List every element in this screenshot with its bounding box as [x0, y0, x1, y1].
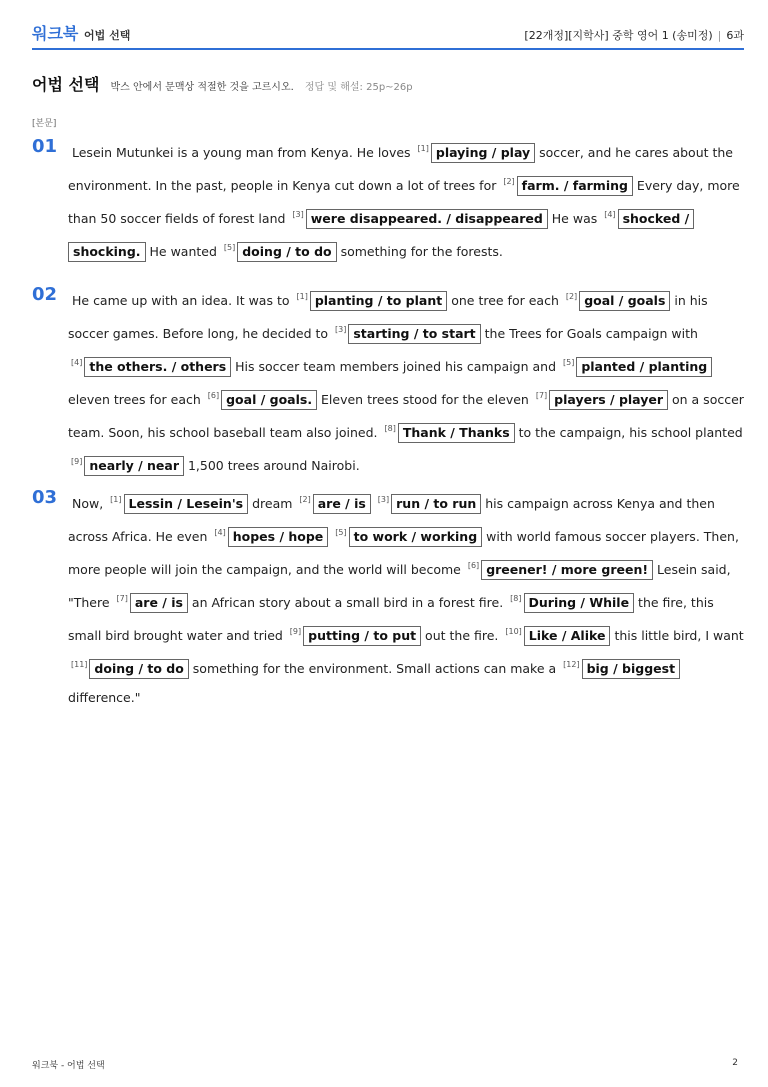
text-segment: Every day, more than 50 soccer fields of forest land: [68, 178, 740, 226]
text-segment: He came up with an idea. It was to: [72, 293, 294, 308]
text-segment: difference.": [68, 690, 141, 705]
choice-box: planting / to plant: [310, 291, 447, 311]
choice-box: hopes / hope: [228, 527, 329, 547]
text-segment: soccer, and he cares about the environment. In the past, people in Kenya cut down a lot of trees for: [68, 145, 733, 193]
answer-reference: 정답 및 해설: 25p~26p: [304, 82, 413, 93]
text-segment: He wanted: [145, 244, 221, 259]
passage-number: 03: [32, 487, 58, 508]
text-segment: dream: [248, 496, 297, 511]
choice-box: doing / to do: [89, 659, 188, 679]
footer-label: 워크북 - 어법 선택: [32, 1061, 105, 1071]
text-segment: one tree for each: [447, 293, 563, 308]
brand-title: 워크북: [32, 24, 79, 43]
choice-box: During / While: [524, 593, 635, 613]
blank-number: [8]: [510, 594, 522, 603]
passage-02: [32, 282, 744, 480]
choice-box: players / player: [549, 390, 668, 410]
blank-number: [2]: [299, 495, 311, 504]
text-segment: his campaign across Kenya and then across Africa. He even: [68, 496, 715, 544]
text-segment: something for the forests.: [336, 244, 503, 259]
blank-number: [4]: [71, 358, 83, 367]
blank-number: [5]: [335, 528, 347, 537]
choice-box: Like / Alike: [524, 626, 611, 646]
blank-number: [5]: [562, 358, 575, 367]
choice-box: run / to run: [391, 494, 481, 514]
text-segment: [371, 496, 375, 511]
blank-number: [12]: [563, 660, 580, 669]
text-segment: on a soccer team. Soon, his school baseball team also joined.: [68, 392, 744, 440]
text-segment: the Trees for Goals campaign with: [480, 326, 698, 341]
page-number: 2: [732, 1058, 738, 1068]
blank-number: [4]: [214, 528, 226, 537]
course-name: [22개정][지학사] 중학 영어 1 (송미정): [524, 29, 713, 42]
blank-number: [10]: [505, 627, 522, 636]
text-segment: 1,500 trees around Nairobi.: [184, 458, 360, 473]
blank-number: [9]: [71, 457, 83, 466]
blank-number: [7]: [116, 594, 128, 603]
choice-box: goal / goals: [579, 291, 670, 311]
choice-box: shocked / shocking.: [68, 209, 694, 262]
choice-box: goal / goals.: [221, 390, 317, 410]
choice-box: greener! / more green!: [481, 560, 653, 580]
text-segment: Lesein said, "There: [68, 562, 731, 610]
blank-number: [9]: [289, 627, 302, 636]
lesson-number: 6과: [726, 29, 744, 42]
section-tag: [본문]: [32, 119, 57, 129]
blank-number: [6]: [467, 561, 480, 570]
text-segment: the fire, this small bird brought water and tried: [68, 595, 714, 643]
choice-box: playing / play: [431, 143, 535, 163]
passage-text: [68, 134, 744, 266]
choice-box: starting / to start: [348, 324, 480, 344]
blank-number: [1]: [417, 144, 429, 153]
passage-text: [68, 485, 744, 712]
text-segment: an African story about a small bird in a forest fire.: [187, 595, 508, 610]
blank-number: [4]: [604, 210, 616, 219]
text-segment: He was: [547, 211, 602, 226]
choice-box: are / is: [130, 593, 188, 613]
course-info: [524, 27, 744, 43]
choice-box: farm. / farming: [517, 176, 633, 196]
text-segment: out the fire.: [421, 628, 503, 643]
blank-number: [8]: [384, 424, 396, 433]
text-segment: Now,: [72, 496, 108, 511]
text-segment: His soccer team members joined his campaign and: [231, 359, 560, 374]
choice-box: are / is: [313, 494, 371, 514]
text-segment: something for the environment. Small actions can make a: [188, 661, 561, 676]
text-segment: in his soccer games. Before long, he decided to: [68, 293, 708, 341]
passage-03: [32, 485, 744, 712]
header-separator: |: [717, 29, 722, 42]
blank-number: [7]: [535, 391, 548, 400]
choice-box: the others. / others: [84, 357, 231, 377]
text-segment: to the campaign, his school planted: [514, 425, 743, 440]
blank-number: [11]: [71, 660, 88, 669]
choice-box: Lessin / Lesein's: [124, 494, 249, 514]
text-segment: [328, 529, 332, 544]
choice-box: Thank / Thanks: [398, 423, 515, 443]
text-segment: this little bird, I want: [610, 628, 744, 643]
passage-number: 01: [32, 136, 58, 157]
section-title-row: [32, 72, 413, 95]
choice-box: putting / to put: [303, 626, 421, 646]
choice-box: were disappeared. / disappeared: [306, 209, 548, 229]
header-subtitle: 어법 선택: [84, 29, 131, 42]
page-header: [32, 18, 744, 50]
text-segment: eleven trees for each: [68, 392, 205, 407]
choice-box: doing / to do: [237, 242, 336, 262]
blank-number: [5]: [223, 243, 236, 252]
choice-box: big / biggest: [582, 659, 680, 679]
section-title: 어법 선택: [32, 75, 100, 94]
choice-box: planted / planting: [576, 357, 712, 377]
blank-number: [1]: [296, 292, 308, 301]
blank-number: [6]: [207, 391, 220, 400]
blank-number: [3]: [335, 325, 347, 334]
choice-box: to work / working: [349, 527, 483, 547]
passage-01: [32, 134, 744, 266]
blank-number: [3]: [292, 210, 304, 219]
blank-number: [2]: [565, 292, 578, 301]
text-segment: with world famous soccer players. Then, more people will join the campaign, and the world will become: [68, 529, 739, 577]
passage-number: 02: [32, 284, 58, 305]
blank-number: [3]: [377, 495, 390, 504]
choice-box: nearly / near: [84, 456, 184, 476]
text-segment: Lesein Mutunkei is a young man from Kenya. He loves: [72, 145, 415, 160]
blank-number: [1]: [110, 495, 122, 504]
blank-number: [2]: [503, 177, 515, 186]
text-segment: Eleven trees stood for the eleven: [317, 392, 533, 407]
passage-text: [68, 282, 744, 480]
instruction-text: 박스 안에서 문맥상 적절한 것을 고르시오.: [110, 82, 294, 93]
